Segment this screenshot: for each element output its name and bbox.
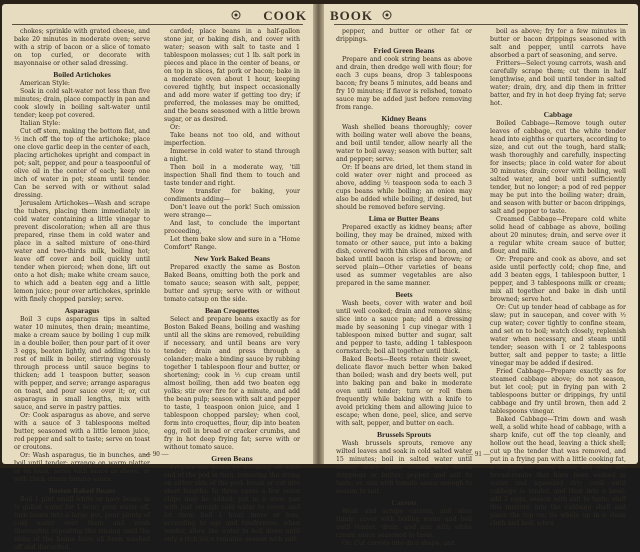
header-rule bbox=[334, 24, 628, 25]
paragraph: Italian Style: bbox=[20, 120, 61, 127]
paragraph: Baked Beets—Beets retain their sweet, delicate flavor much better when baked than boiled; wash and dry beets well, put into baking pan and bake in moderate oven until tender; turn or roll them frequently while baking with a knife to avoid pricking them and allowing juice to escape; when done, peel, slice, and serve with salt, pepper, and butter on each. bbox=[336, 356, 472, 427]
paragraph: Cut off stem, making the bottom flat, and ½ inch off the top of the artichoke; place one clove garlic deep in the center of each, placing artichokes upright and compact in pot; salt, pepper, and pour a teaspoonful of olive oil in the center of each; keep one inch of water in pot; steam until tender. Can be served with or without salad dressing. bbox=[14, 128, 150, 199]
paragraph: Wash shelled beans thoroughly; cover with boiling water well above the beans, and boil until tender, allow nearly all the water to boil away; season with butter, salt and pepper; serve. bbox=[336, 124, 472, 163]
paragraph: Wash brussels sprouts, remove any wilted leaves and soak in cold salted water 15 minutes; boil in salted water until tender, drain again; season with bacon drippings or butter, pepper and salt to taste; or, mix with tomato sauce enough to season to suit. bbox=[336, 440, 472, 495]
right-column-1 bbox=[336, 28, 472, 547]
paragraph: Prepare and cook string beans as above and drain, then dredge well with flour; for each 3 cups beans, drop 3 tablespoons bacon; fry beans 5 minutes, add beans and fry 10 minutes; if flavor is relished, tomato sauce may be added just before removing from range. bbox=[336, 56, 472, 111]
paragraph: Boiled Cabbage—Remove tough outer leaves of cabbage, cut the white tender head into eighths or quarters, according to size, and cut out the tough, hard stalk; wash thoroughly and carefully, inspecting for insects; place in cold water for about 30 minutes; drain; cover with boiling, well salted water, and boil until sufficiently tender, but no longer; a pod of red pepper may be put into the boiling water; drain, and season with butter or bacon drippings, salt and pepper to taste. bbox=[490, 120, 626, 215]
left-column-2 bbox=[164, 28, 300, 543]
paragraph: carded; place beans in a half-gallon stone jar, or baking dish, and cover with water; season with salt to taste and 1 tablespoon molasses; cut 1 lb. salt pork in pieces and place in the center of beans, or on top in slices, fat pork or bacon; bake in a moderate oven about 1 hour, keeping covered tightly, but inspect occasionally and add more water if getting too dry; if preferred, the molasses may be omitted, and the beans seasoned with a little brown sugar, or as desired. bbox=[164, 28, 300, 123]
paragraph: Or: bbox=[170, 124, 181, 131]
right-column-2 bbox=[490, 28, 626, 527]
header-rule bbox=[12, 24, 303, 25]
paragraph: Don't leave out the pork! Such omission were strange— bbox=[164, 204, 300, 219]
section-heading: Kidney Beans bbox=[381, 114, 427, 123]
section-heading: Fried Green Beans bbox=[373, 46, 435, 55]
paragraph: Immerse in cold water to stand through a night. bbox=[164, 148, 300, 163]
section-heading: Cabbage bbox=[543, 110, 573, 119]
section-heading: Brussels Sprouts bbox=[376, 430, 432, 439]
paragraph: And last, to conclude the important proceeding, bbox=[164, 220, 300, 235]
page-number-right: — 91 — bbox=[466, 450, 491, 458]
page-number-left: — 90 — bbox=[144, 450, 169, 458]
section-heading: Bean Croquettes bbox=[204, 306, 260, 315]
section-heading: Green Beans bbox=[211, 454, 253, 463]
right-page bbox=[324, 4, 638, 547]
section-heading: Boston Baked Beans bbox=[48, 486, 116, 495]
paragraph: Wash beets, cover with water and boil until well cooked; drain and remove skins; slice into a sauce pan; add a dressing made by seasoning 1 cup vinegar with 1 tablespoon mixed butter and sugar, salt and pepper to taste, adding 1 tablespoon cornstarch; boil all together until thick. bbox=[336, 300, 472, 355]
page-header-right: BOOK bbox=[330, 8, 374, 23]
paragraph: pepper, and butter or other fat or drippings. bbox=[336, 28, 472, 43]
paragraph: Or: Cook asparagus as above, and serve with a sauce of 3 tablespoons melted butter, seasoned with a little lemon juice, red pepper and salt to taste; serve on toast or croutons. bbox=[14, 412, 150, 451]
page-header-left: COOK bbox=[263, 8, 307, 23]
section-heading: Beets bbox=[395, 290, 413, 299]
section-heading: Boiled Artichokes bbox=[53, 70, 111, 79]
paragraph: Fried Cabbage—Prepare exactly as for steamed cabbage above; do not season, but let cool; put in frying pan with 2 tablespoons butter or drippings, fry until cabbage and fry until brown, then add 2 tablespoons vinegar. bbox=[490, 368, 626, 415]
paragraph: Or: If beans are dried, let them stand in cold water over night and proceed as above, adding ½ teaspoon soda to each 3 cups beans while boiling; an onion may also be added while boiling, if desired, but should be removed before serving. bbox=[336, 164, 472, 211]
paragraph: Prepared exactly the same as Boston Baked Beans, omitting both the pork and tomato sauce; season with salt, pepper, butter and syrup; serve with or without tomato catsup on the side. bbox=[164, 264, 300, 303]
paragraph: Wash and scrape carrots, and slice thinly; cover with boiling water and boil until tender, drain, and mix with white cream sauce seasoned to taste. bbox=[336, 508, 472, 539]
paragraph: American Style: bbox=[20, 80, 70, 87]
paragraph: Creamed Cabbage—Prepare cold white solid head of cabbage as above, boiling about 20 minutes; drain, and serve over it a regular white cream sauce of butter, flour, and milk. bbox=[490, 216, 626, 255]
section-heading: New York Baked Beans bbox=[194, 254, 270, 263]
section-heading: Lima or Butter Beans bbox=[368, 214, 440, 223]
paragraph: Soak in cold salt-water not less than five minutes; drain, place compactly in pan and cook slowly in boiling salt-water until tender; keep pot covered. bbox=[14, 88, 150, 119]
section-heading: Carrots bbox=[391, 498, 417, 507]
paragraph: Fritters—Select young carrots, wash and carefully scrape them; cut them in half lengthwise, and boil until tender in salted water; drain, dry, and dip them in fritter batter, and fry in hot deep frying fat; serve hot. bbox=[490, 60, 626, 107]
crest-ornament-icon bbox=[231, 10, 241, 20]
paragraph: Prepare the beans by breaking off each end of the pod in turn, removing the string on either side of the pod; break or cut into short lengths. In three cases a few onion chips may be added; put in a stew pan with just enough cold water to cover, and let them boil 1 hour, more or less, according to age and tenderness; when tender, allow the water to boil down until only a rich juice remains; season with salt, bbox=[164, 464, 300, 543]
paragraph: Select and prepare beans exactly as for Boston Baked Beans, boiling and washing until all the skins are removed, rebuilding if necessary, and until beans are very tender; drain and press through a colander; make a binding sauce by rubbing together 1 tablespoon flour and butter, or shortening; cook in ½ cup cream until almost boiling, then add two beaten egg yolks; stir over fire for a minute, and add the bean pulp; season with salt and pepper to taste, 1 teaspoon onion juice, and 1 tablespoon chopped parsley; when cool, form into croquettes, flour, dip into beaten egg, roll in bread or cracker crumbs, and fry in hot deep frying fat; serve with or without tomato sauce. bbox=[164, 316, 300, 451]
book-gutter bbox=[313, 4, 324, 464]
left-page bbox=[2, 4, 313, 551]
paragraph: Baked Cabbage—Trim down and wash well, a solid white head of cabbage, with a sharp knife, cut off the top cleanly, and hollow out the head, leaving a thick shell; cut up the tender that was removed, and put in a frying pan with a little cooking fat, a chopped or sliced onion, and some dry breadcrumbs that have been soaked in water and squeezed dry; cook until cabbage is tender, and then into a bowl; add 2 eggs, season with salt to taste; stuff this mixture into the cabbage shell and place the top on; tie whole up in a clean cloth and boil; when bbox=[490, 416, 626, 527]
paragraph: Let them bake slow and sure in a "Home Comfort" Range. bbox=[164, 236, 300, 251]
paragraph: Or: Cut carrots into dice shape, and bbox=[342, 540, 455, 547]
left-column-1 bbox=[14, 28, 150, 551]
paragraph: Take beans not too old, and without imperfection. bbox=[164, 132, 300, 147]
paragraph: Jerusalem Artichokes—Wash and scrape the tubers, placing them immediately in cold water containing a little vinegar to prevent discoloration; when all are thus prepared, rinse them in cold water and place in a salted mixture of one-third water and two-thirds milk, boiling hot; leave off cover and boil quickly until tender when pierced; when done, lift out onto a hot dish; make white cream sauce, to which add a beaten egg and a little lemon juice; pour over artichokes, sprinkle with finely chopped parsley; serve. bbox=[14, 200, 150, 303]
paragraph: Or: Wash asparagus, tie in bunches, and boil until tender; arrange on warm platter or on toast; serve with sauce as above, or with thick cream tomato sauce. bbox=[14, 452, 150, 483]
paragraph: Boil 1 pint small white or navy beans in ½ gallon water for 1 hour; pour water off, turn beans into a large pot, pour plenty of cold water over them and wash thoroughly, repeating this rinsing until the skins of the beans have all been washed off and discarded. bbox=[14, 496, 150, 551]
crest-ornament-icon bbox=[382, 10, 392, 20]
paragraph: boil as above; fry for a few minutes in butter or bacon drippings seasoned with salt and pepper, until carrots have absorbed a part of seasoning, and serve. bbox=[490, 28, 626, 59]
paragraph: Then boil in a moderate way, 'till inspection Shall find them to touch and taste tender and right. bbox=[164, 164, 300, 187]
paragraph: Or: Prepare and cook as above, and set aside until perfectly cold; chop fine, and add 3 beaten eggs, 1 tablespoon butter, 1 pepper, and 3 tablespoons milk or cream; mix all together and bake in dish until browned; serve hot. bbox=[490, 256, 626, 303]
paragraph: Now transfer for baking, your condiments adding— bbox=[164, 188, 300, 203]
paragraph: Prepared exactly as kidney beans; after boiling, they may be drained, mixed with tomato or other sauce, put into a baking dish, covered with thin slices of bacon, and baked until bacon is crisp and brown; or served plain—Other varieties of beans used as summer vegetables are also prepared in the same manner. bbox=[336, 224, 472, 287]
paragraph: Boil 3 cups asparagus tips in salted water 10 minutes, then drain; meantime, make a cream sauce by boiling 1 cup milk in a double boiler, then pour part of it over 3 eggs, beaten lightly, and adding this to rest of milk in boiler, stirring vigorously through process until sauce begins to thicken; add 1 teaspoon butter, season with pepper, and serve; arrange asparagus on toast, and pour sauce over it; or, cut asparagus in small lengths, mix with sauce, and serve in pastry patties. bbox=[14, 316, 150, 411]
section-heading: Asparagus bbox=[64, 306, 100, 315]
paragraph: Or: Cut up tender head of cabbage as for slaw; put in saucepan, and cover with ½ cup water; cover tightly to confine steam, and set on to boil; watch closely, replenish water when necessary, and steam until tender; season with 1 or 2 tablespoons butter, salt and pepper to taste; a little vinegar may be added if desired. bbox=[490, 304, 626, 367]
paragraph: chokes; sprinkle with grated cheese, and bake 20 minutes in moderate oven; serve with a strip of bacon or a slice of tomato on top curled, or decorate with mayonnaise or other salad dressing. bbox=[14, 28, 150, 67]
